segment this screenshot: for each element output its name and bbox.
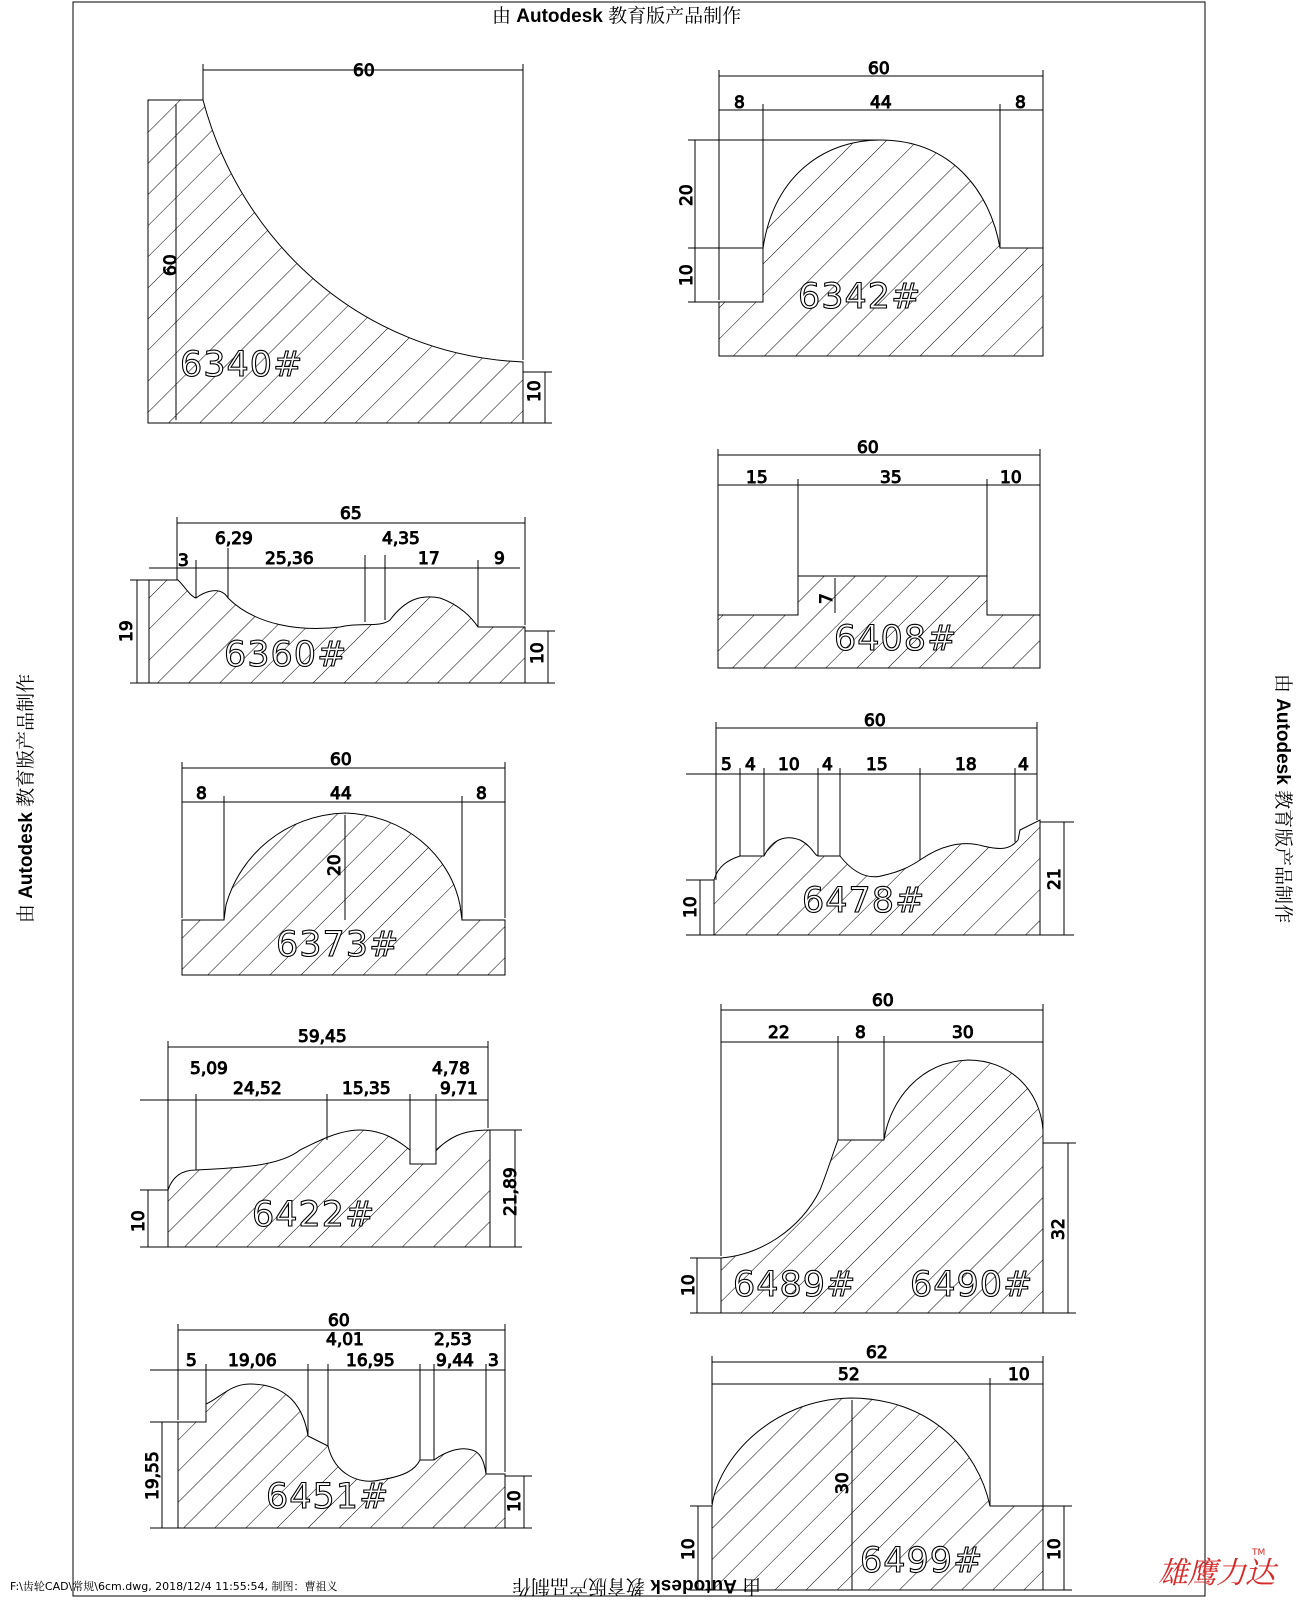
profile-label-6408: 6408#	[834, 619, 958, 659]
brand-trademark: TM	[1252, 1548, 1266, 1558]
profile-6342	[677, 59, 1043, 356]
dim-6478-d: 4	[822, 755, 833, 775]
dim-6489-height: 32	[1049, 1218, 1069, 1240]
dim-6340-base: 10	[525, 380, 545, 402]
brand-logo: 雄鹰力达	[1158, 1556, 1274, 1591]
dim-6422-base: 10	[129, 1210, 149, 1232]
dim-6478-a: 5	[721, 755, 732, 775]
profile-6408	[718, 438, 1040, 668]
dim-6408-width: 60	[857, 438, 879, 458]
dim-6451-a: 5	[186, 1351, 197, 1371]
dim-6360-e: 17	[418, 549, 440, 569]
dim-6342-arc-height: 20	[677, 184, 697, 206]
watermark-bottom	[512, 1574, 761, 1601]
dim-6478-g: 4	[1018, 755, 1029, 775]
watermark-brand: Autodesk	[1272, 698, 1294, 785]
dim-6373-arc-height: 20	[325, 854, 345, 876]
dim-6478-height: 21	[1045, 868, 1065, 890]
dim-6499-height: 30	[833, 1472, 853, 1494]
dim-6478-base: 10	[681, 896, 701, 918]
dim-6360-f: 9	[494, 549, 505, 569]
dim-6422-e: 9,71	[440, 1079, 478, 1099]
dim-6478-f: 18	[955, 755, 977, 775]
dim-6489-width: 60	[872, 991, 894, 1011]
dim-6499-base-left: 10	[679, 1538, 699, 1560]
watermark-brand: Autodesk	[16, 812, 38, 899]
profile-6499	[679, 1343, 1072, 1590]
profile-label-6490: 6490#	[910, 1265, 1034, 1305]
watermark-suffix: 教育版产品制作	[512, 1575, 651, 1596]
dim-6340-height: 60	[161, 254, 181, 276]
dim-6451-f: 9,44	[436, 1351, 474, 1371]
dim-6360-width: 65	[340, 504, 362, 524]
dim-6360-base: 10	[528, 642, 548, 664]
profile-label-6451: 6451#	[266, 1477, 390, 1517]
dim-6478-c: 10	[778, 755, 800, 775]
profile-label-6373: 6373#	[276, 925, 400, 965]
dim-6422-d: 4,78	[432, 1059, 470, 1079]
profile-label-6499: 6499#	[860, 1541, 984, 1581]
dim-6422-width: 59,45	[298, 1027, 347, 1047]
dim-6408-step: 7	[817, 593, 837, 604]
dim-6360-b: 6,29	[215, 529, 253, 549]
profile-6451	[143, 1311, 532, 1528]
dim-6408-mid: 35	[880, 468, 902, 488]
dim-6499-arc-width: 52	[838, 1365, 860, 1385]
dim-6499-width: 62	[866, 1343, 888, 1363]
profile-label-6342: 6342#	[798, 277, 922, 317]
dim-6408-left: 15	[746, 468, 768, 488]
watermark-suffix: 教育版产品制作	[1272, 784, 1294, 924]
dim-6478-width: 60	[864, 711, 886, 731]
dim-6451-c: 4,01	[326, 1330, 364, 1350]
dim-6489-base: 10	[679, 1274, 699, 1296]
dim-6451-base: 10	[505, 1490, 525, 1512]
dim-6340-width: 60	[353, 61, 375, 81]
dim-6342-base: 10	[677, 264, 697, 286]
watermark-brand: Autodesk	[516, 6, 603, 27]
profile-6373	[182, 750, 505, 975]
dim-6489-c: 30	[952, 1023, 974, 1043]
dim-6451-d: 16,95	[346, 1351, 395, 1371]
watermark-prefix: 由	[16, 898, 38, 924]
profile-6478	[681, 711, 1074, 935]
dim-6342-width: 60	[868, 59, 890, 79]
profile-label-6478: 6478#	[802, 881, 926, 921]
dim-6360-c: 25,36	[265, 549, 314, 569]
dim-6451-height: 19,55	[143, 1451, 163, 1500]
dim-6489-a: 22	[768, 1023, 790, 1043]
dim-6373-right: 8	[476, 784, 487, 804]
watermark-prefix: 由	[736, 1575, 762, 1596]
dim-6422-b: 24,52	[233, 1079, 282, 1099]
watermark-brand: Autodesk	[650, 1575, 737, 1596]
dim-6499-base-right: 10	[1045, 1538, 1065, 1560]
dim-6478-b: 4	[745, 755, 756, 775]
watermark-prefix: 由	[1272, 673, 1294, 699]
dim-6422-a: 5,09	[190, 1059, 228, 1079]
dim-6478-e: 15	[866, 755, 888, 775]
dim-6499-right: 10	[1008, 1365, 1030, 1385]
dim-6373-left: 8	[196, 784, 207, 804]
profile-6489	[679, 991, 1076, 1313]
dim-6360-height: 19	[117, 620, 137, 642]
dim-6451-e: 2,53	[434, 1330, 472, 1350]
profile-label-6422: 6422#	[252, 1195, 376, 1235]
dim-6342-left: 8	[734, 93, 745, 113]
dim-6342-right: 8	[1015, 93, 1026, 113]
file-path-footer: F:\齿轮CAD\常规\6cm.dwg, 2018/12/4 11:55:54, 制图：曹祖义	[10, 1580, 338, 1593]
dim-6422-height: 21,89	[501, 1167, 521, 1216]
dim-6451-width: 60	[328, 1311, 350, 1331]
profile-6422	[129, 1027, 522, 1247]
dim-6373-width: 60	[330, 750, 352, 770]
profile-label-6489: 6489#	[733, 1265, 857, 1305]
dim-6360-d: 4,35	[382, 529, 420, 549]
watermark-right	[1271, 674, 1298, 923]
profile-6340	[148, 61, 552, 423]
watermark-prefix: 由	[492, 6, 517, 27]
dim-6360-a: 3	[178, 551, 189, 571]
dim-6342-mid: 44	[870, 93, 892, 113]
dim-6489-b: 8	[855, 1023, 866, 1043]
profile-label-6360: 6360#	[224, 635, 348, 675]
dim-6451-g: 3	[488, 1351, 499, 1371]
watermark-suffix: 教育版产品制作	[16, 673, 38, 813]
profile-6360	[117, 504, 555, 683]
watermark-suffix: 教育版产品制作	[602, 6, 742, 27]
dim-6451-b: 19,06	[228, 1351, 277, 1371]
dim-6408-right: 10	[1000, 468, 1022, 488]
watermark-left	[11, 674, 38, 923]
profile-label-6340: 6340#	[180, 345, 304, 385]
dim-6373-mid: 44	[330, 784, 352, 804]
watermark-top	[492, 1, 741, 28]
dim-6422-c: 15,35	[342, 1079, 391, 1099]
